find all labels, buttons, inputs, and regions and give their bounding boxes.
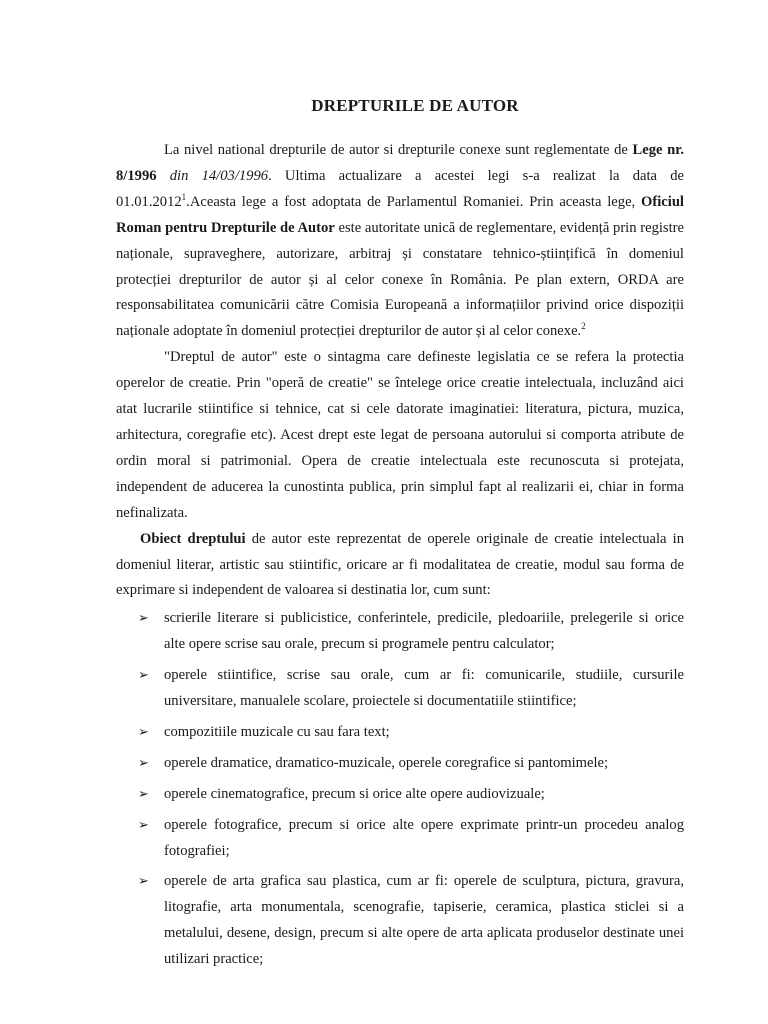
- list-item-text: operele dramatice, dramatico-muzicale, operele coregrafice si pantomimele;: [164, 754, 609, 771]
- list-item-text: scrierile literare si publicistice, conferintele, predicile, pledoariile, prelegerile si orice alte opere scrise sau orale, precum si programele pentru calculator;: [164, 610, 684, 653]
- arrow-right-icon: ➢: [138, 611, 149, 627]
- org-name: Oficiul Roman pentru Drepturile de Autor: [116, 193, 684, 236]
- list-item-text: operele de arta grafica sau plastica, cum ar fi: operele de sculptura, pictura, gravura, litografie, arta monumentala, scenografie, tapiserie, ceramica, plastica sticlei si a metalului, desene, design, precum si alte opere de arta aplicata produselor destinate unei utilizari practice;: [164, 873, 684, 968]
- p1-text-a: La nivel national drepturile de autor si drepturile conexe sunt reglementate de: [164, 142, 633, 158]
- arrow-right-icon: ➢: [138, 817, 149, 833]
- list-item-text: operele stiintifice, scrise sau orale, cum ar fi: comunicarile, studiile, cursurile universitare, manualele scolare, proiectele si documentatiile stiintifice;: [164, 667, 684, 710]
- list-item: [116, 782, 684, 808]
- law-date: din 14/03/1996: [156, 167, 269, 184]
- list-item: [116, 720, 684, 746]
- list-item: [116, 813, 684, 865]
- object-heading: Obiect dreptului: [140, 530, 246, 547]
- p1-text-b: . Ultima actualizare a acestei legi s-a realizat la data de 01.01.2012: [116, 167, 684, 210]
- arrow-right-icon: ➢: [138, 668, 149, 684]
- p1-text-c: .Aceasta lege a fost adoptata de Parlamentul Romaniei. Prin aceasta lege,: [186, 193, 642, 210]
- object-text: de autor este reprezentat de operele originale de creatie intelectuala in domeniul literar, artistic sau stiintific, oricare ar fi modalitatea de creatie, modul sau forma de exprimare si independent de valoarea si destinatia lor, cum sunt:: [116, 530, 684, 599]
- paragraph-legal-framework: [116, 138, 684, 345]
- list-item-text: operele cinematografice, precum si orice alte opere audiovizuale;: [164, 785, 545, 802]
- list-item: [116, 663, 684, 715]
- list-item: [116, 869, 684, 973]
- footnote-ref-1[interactable]: 1: [181, 191, 187, 202]
- paragraph-definition: "Dreptul de autor" este o sintagma care defineste legislatia ce se refera la protectia operelor de creatie. Prin "operă de creatie" se întelege orice creatie intelectuala, incluzând aici atat lucrarile stiintifice si tehnice, cat si cele datorate imaginatiei: literatura, pictura, muzica, arhitectura, coregrafie etc). Acest drept este legat de persoana autorului si comporta atribute de ordin moral si patrimonial. Opera de creatie intelectuala este recunoscuta si protejata, independent de aducerea la cunostinta publica, prin simplul fapt al realizarii ei, chiar in forma nefinalizata.: [116, 349, 684, 521]
- works-list: [116, 606, 684, 973]
- arrow-right-icon: ➢: [138, 724, 149, 740]
- paragraph-object: [116, 527, 684, 605]
- p1-text-d: este autoritate unică de reglementare, evidență prin registre naționale, supraveghere, autorizare, arbitraj și constatare tehnico-științifică în domeniul protecției drepturilor de autor și al celor conexe în România. Pe plan extern, ORDA are responsabilitatea comunicării către Comisia Europeană a informațiilor privind orice dispoziții naționale adoptate în domeniul protecției drepturilor de autor și al celor conexe.: [116, 219, 684, 340]
- document-title: DREPTURILE DE AUTOR: [311, 96, 519, 115]
- list-item-text: compozitiile muzicale cu sau fara text;: [164, 723, 390, 740]
- arrow-right-icon: ➢: [138, 874, 149, 890]
- footnote-ref-2[interactable]: 2: [581, 321, 586, 332]
- list-item: [116, 751, 684, 777]
- arrow-right-icon: ➢: [138, 786, 149, 802]
- law-reference: Lege nr. 8/1996: [116, 142, 684, 184]
- arrow-right-icon: ➢: [138, 755, 149, 771]
- list-item: [116, 606, 684, 658]
- list-item-text: operele fotografice, precum si orice alte opere exprimate printr-un procedeu analog fotografiei;: [164, 816, 684, 859]
